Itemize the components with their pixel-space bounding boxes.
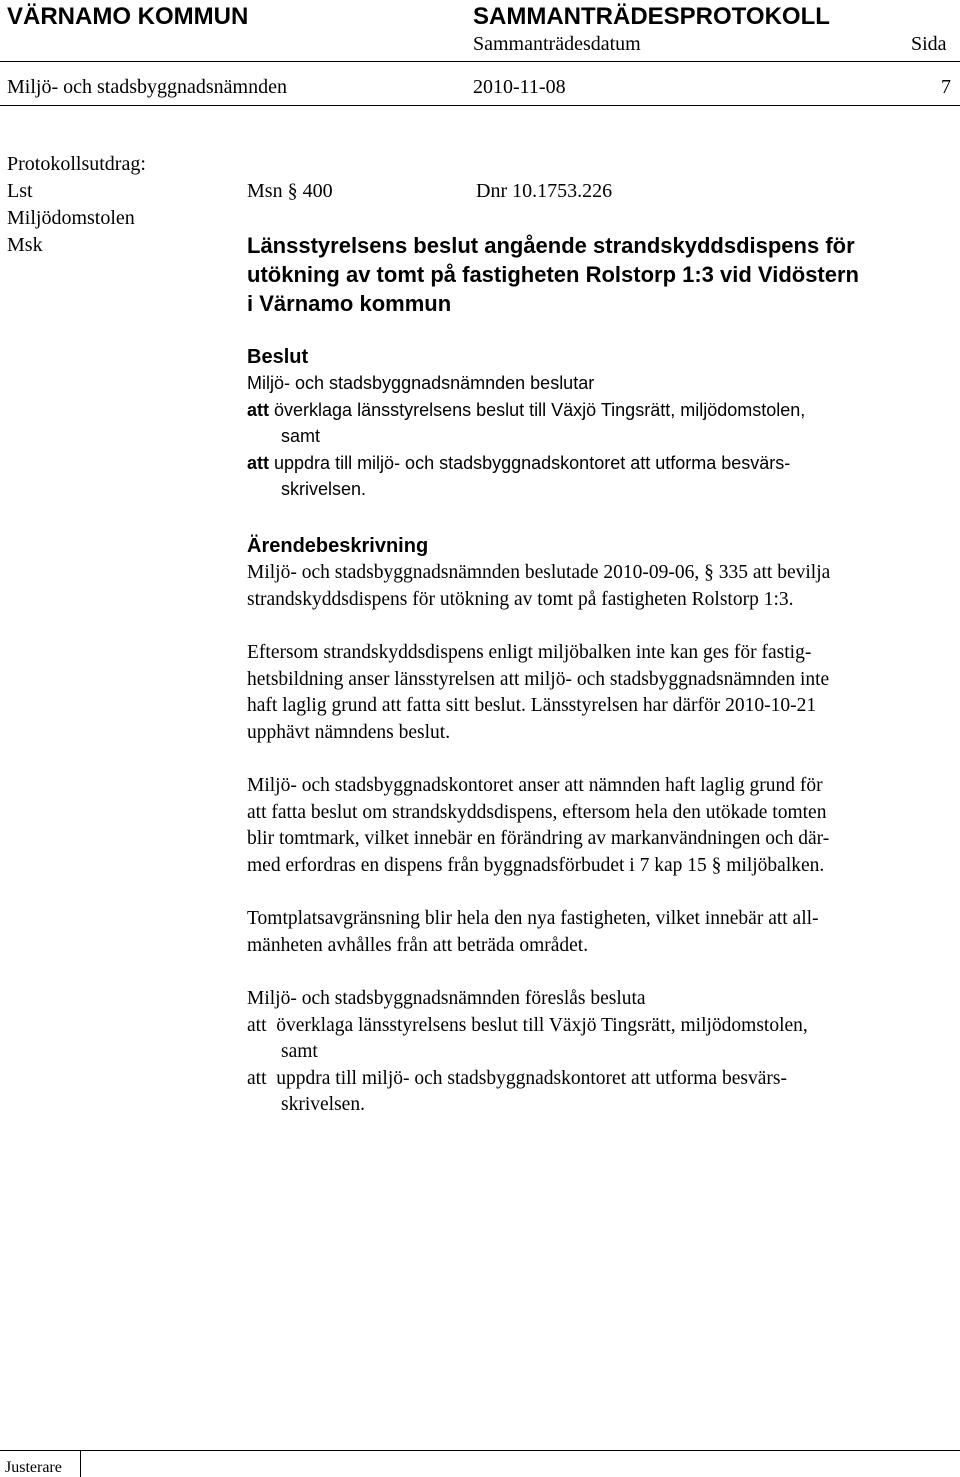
att-keyword: att	[247, 399, 269, 420]
text-line: upphävt nämndens beslut.	[247, 721, 451, 743]
footer-rule	[0, 1450, 960, 1451]
att-keyword: att	[247, 1014, 267, 1036]
text-line: att fatta beslut om strandskyddsdispens, eftersom hela den utökade tomten	[247, 801, 827, 823]
page-number: 7	[941, 76, 951, 98]
decision-item-2-cont: skrivelsen.	[281, 479, 367, 499]
text-line: Miljö- och stadsbyggnadskontoret anser att nämnden haft laglig grund för	[247, 775, 823, 796]
description-paragraph-4	[247, 906, 952, 959]
proposal-item-1: överklaga länsstyrelsens beslut till Växjö Tingsrätt, miljödomstolen,	[276, 1014, 808, 1036]
case-description-heading: Ärendebeskrivning	[247, 535, 429, 557]
text-line: med erfordras en dispens från byggnadsförbudet i 7 kap 15 § miljöbalken.	[247, 854, 825, 876]
extract-label: Protokollsutdrag:	[7, 153, 146, 175]
text-line: blir tomtmark, vilket innebär en förändring av markanvändningen och där-	[247, 828, 830, 849]
org-name: VÄRNAMO KOMMUN	[7, 3, 249, 30]
description-paragraph-1	[247, 560, 952, 613]
header-rule-top	[0, 61, 960, 62]
proposal-intro: Miljö- och stadsbyggnadsnämnden föreslås besluta	[247, 988, 646, 1009]
date-label: Sammanträdesdatum	[473, 33, 641, 55]
decision-item-2: uppdra till miljö- och stadsbyggnadskontoret att utforma besvärs-	[274, 452, 791, 473]
decision-intro: Miljö- och stadsbyggnadsnämnden beslutar	[247, 373, 595, 393]
text-line: strandskyddsdispens för utökning av tomt på fastigheten Rolstorp 1:3.	[247, 588, 794, 610]
decision-item-1: överklaga länsstyrelsens beslut till Växjö Tingsrätt, miljödomstolen,	[274, 399, 806, 420]
decision-heading: Beslut	[247, 346, 309, 368]
case-description-section	[247, 533, 952, 1119]
diary-number: Dnr 10.1753.226	[476, 180, 613, 202]
proposal-item-1-cont: samt	[281, 1041, 318, 1062]
justerare-label: Justerare	[5, 1459, 62, 1476]
att-keyword: att	[247, 452, 269, 473]
case-title-line: i Värnamo kommun	[247, 291, 452, 316]
document-type: SAMMANTRÄDESPROTOKOLL	[473, 3, 830, 30]
decision-item-1-cont: samt	[281, 426, 321, 446]
text-line: Miljö- och stadsbyggnadsnämnden beslutade 2010-09-06, § 335 att bevilja	[247, 562, 831, 583]
text-line: Tomtplatsavgränsning blir hela den nya fastigheten, vilket innebär att all-	[247, 908, 819, 929]
paragraph-number: Msn § 400	[247, 180, 333, 202]
text-line: hetsbildning anser länsstyrelsen att miljö- och stadsbyggnadsnämnden inte	[247, 668, 830, 690]
description-paragraph-3	[247, 773, 952, 879]
page-label: Sida	[911, 33, 947, 55]
recipient-msk: Msk	[7, 234, 43, 256]
case-title-line: utökning av tomt på fastigheten Rolstorp 1:3 vid Vidöstern	[247, 262, 859, 287]
recipient-miljodomstolen: Miljödomstolen	[7, 207, 135, 229]
text-line: Eftersom strandskyddsdispens enligt miljöbalken inte kan ges för fastig-	[247, 642, 812, 663]
case-title	[247, 231, 859, 318]
proposal-item-2: uppdra till miljö- och stadsbyggnadskontoret att utforma besvärs-	[276, 1067, 787, 1089]
case-title-line: Länsstyrelsens beslut angående strandskyddsdispens för	[247, 233, 855, 258]
text-line: haft laglig grund att fatta sitt beslut. Länsstyrelsen har därför 2010-10-21	[247, 695, 817, 716]
committee-name: Miljö- och stadsbyggnadsnämnden	[7, 76, 287, 98]
header-rule-bottom	[0, 105, 960, 106]
meeting-date: 2010-11-08	[473, 76, 566, 98]
proposal-section	[247, 986, 952, 1119]
description-paragraph-2	[247, 640, 952, 746]
proposal-item-2-cont: skrivelsen.	[281, 1094, 365, 1115]
text-line: mänheten avhålles från att beträda området.	[247, 934, 589, 956]
att-keyword: att	[247, 1067, 267, 1089]
decision-section	[247, 344, 952, 503]
recipient-lst: Lst	[7, 180, 33, 202]
